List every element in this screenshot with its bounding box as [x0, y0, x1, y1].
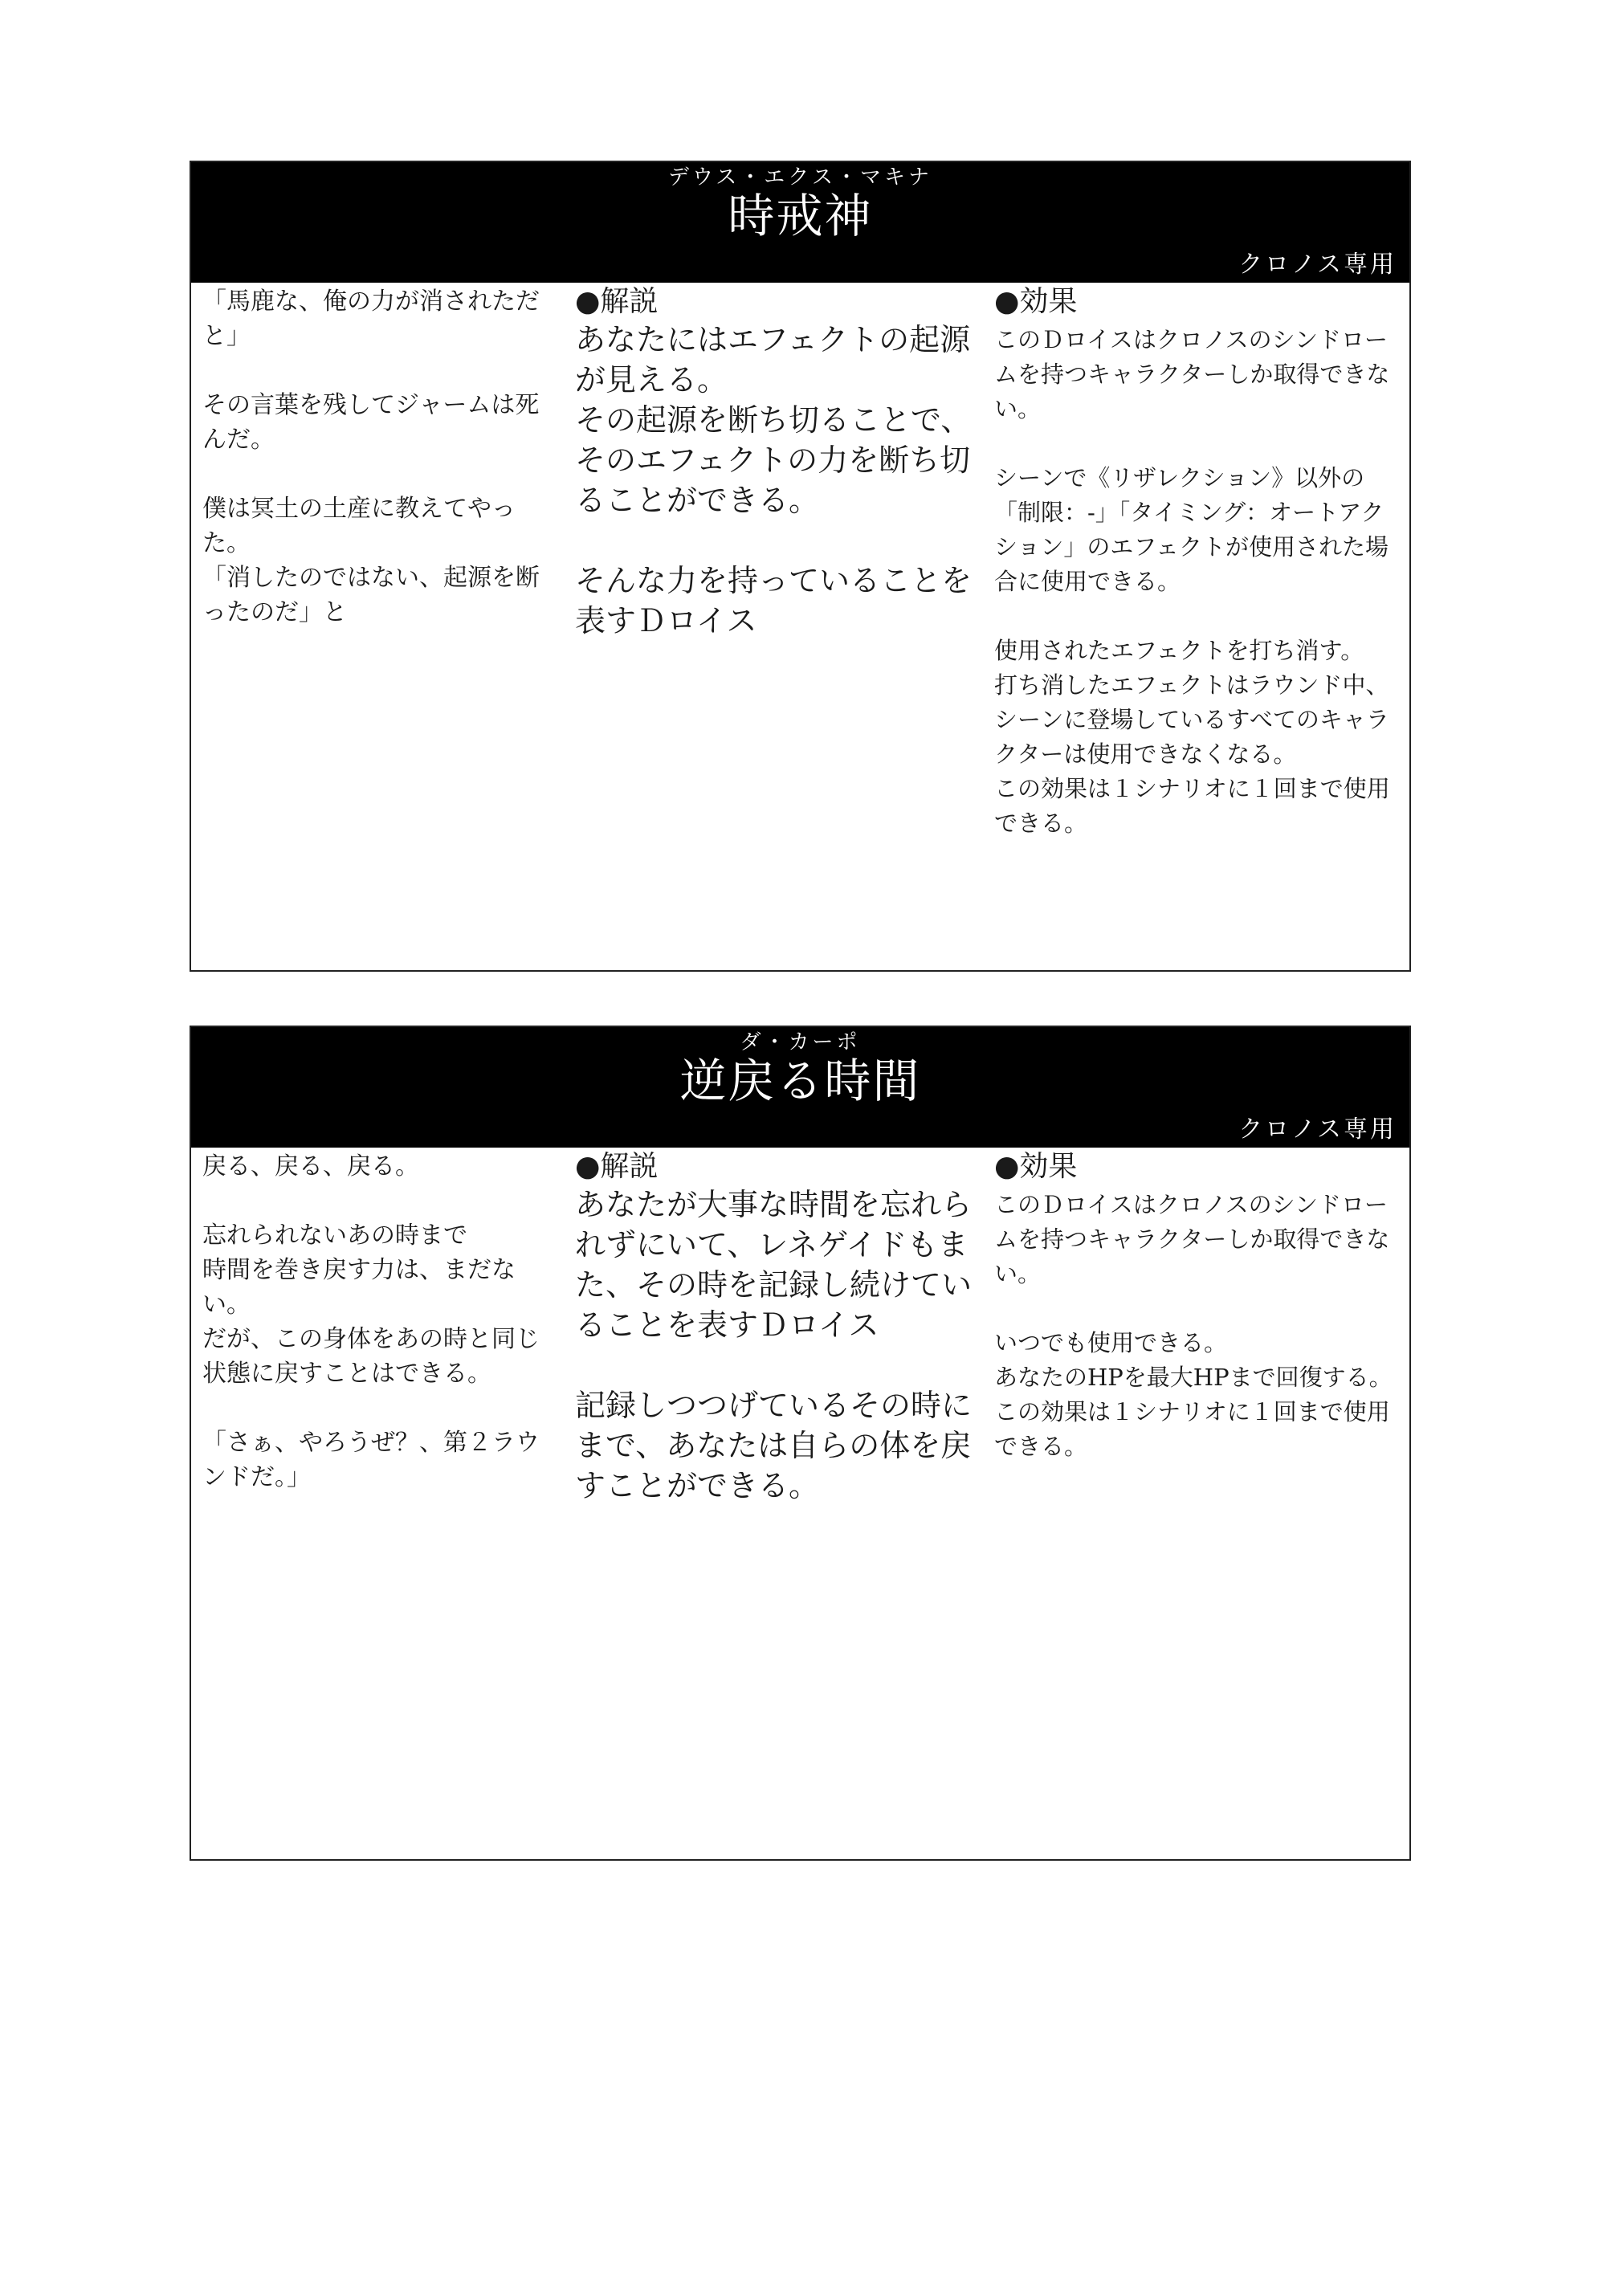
flavor-text: 「馬鹿な、俺の力が消されただと」 その言葉を残してジャームは死んだ。 僕は冥土の土産に教えてやった。 「消したのではない、起源を断ったのだ」と: [202, 288, 540, 626]
card-header: [191, 162, 1409, 283]
effect-text: このＤロイスはクロノスのシンドロームを持つキャラクターしか取得できない。 シーンで《リザレクション》以外の「制限：-」「タイミング：オートアクション」のエフェクトが使用された場合に使用できる。 使用されたエフェクトを打ち消す。 打ち消したエフェクトはラウンド中、シーンに登場しているすべてのキャラクターは使用できなくなる。 この効果は１シナリオに１回まで使用できる。: [994, 326, 1390, 837]
card-ruby: ダ・カーポ: [740, 1030, 861, 1054]
description-column: [575, 1148, 977, 1506]
card-body: [191, 1148, 1409, 1859]
card-restriction: クロノス専用: [1238, 1115, 1397, 1144]
description-text: あなたが大事な時間を忘れられずにいて、レネゲイドもまた、その時を記録し続けていることを表すＤロイス 記録しつつげているその時にまで、あなたは自らの体を戻すことができる。: [575, 1187, 973, 1503]
card-header: [191, 1027, 1409, 1148]
effect-heading: ●効果: [994, 1150, 1078, 1183]
dlois-card: [190, 1026, 1411, 1861]
description-column: [575, 283, 977, 641]
dlois-card: [190, 161, 1411, 972]
description-heading: ●解説: [575, 285, 659, 318]
effect-heading: ●効果: [994, 285, 1078, 318]
card-body: [191, 283, 1409, 970]
flavor-column: [202, 283, 562, 630]
card-title: 時戒神: [728, 189, 873, 243]
effect-text: このＤロイスはクロノスのシンドロームを持つキャラクターしか取得できない。 いつでも使用できる。 あなたのHPを最大HPまで回復する。 この効果は１シナリオに１回まで使用できる。: [994, 1191, 1393, 1460]
card-ruby: デウス・エクス・マキナ: [668, 165, 932, 190]
card-title: 逆戻る時間: [679, 1054, 921, 1108]
card-restriction: クロノス専用: [1238, 251, 1397, 279]
effect-column: [994, 1148, 1405, 1464]
flavor-text: 戻る、戻る、戻る。 忘れられないあの時まで 時間を巻き戻す力は、まだない。 だが、この身体をあの時と同じ状態に戻すことはできる。 「さぁ、やろうぜ？、第２ラウンドだ。」: [202, 1152, 540, 1491]
effect-column: [994, 283, 1405, 841]
description-heading: ●解説: [575, 1150, 659, 1183]
description-text: あなたにはエフェクトの起源が見える。 その起源を断ち切ることで、そのエフェクトの力を断ち切ることができる。 そんな力を持っていることを表すＤロイス: [575, 322, 973, 638]
flavor-column: [202, 1148, 562, 1495]
